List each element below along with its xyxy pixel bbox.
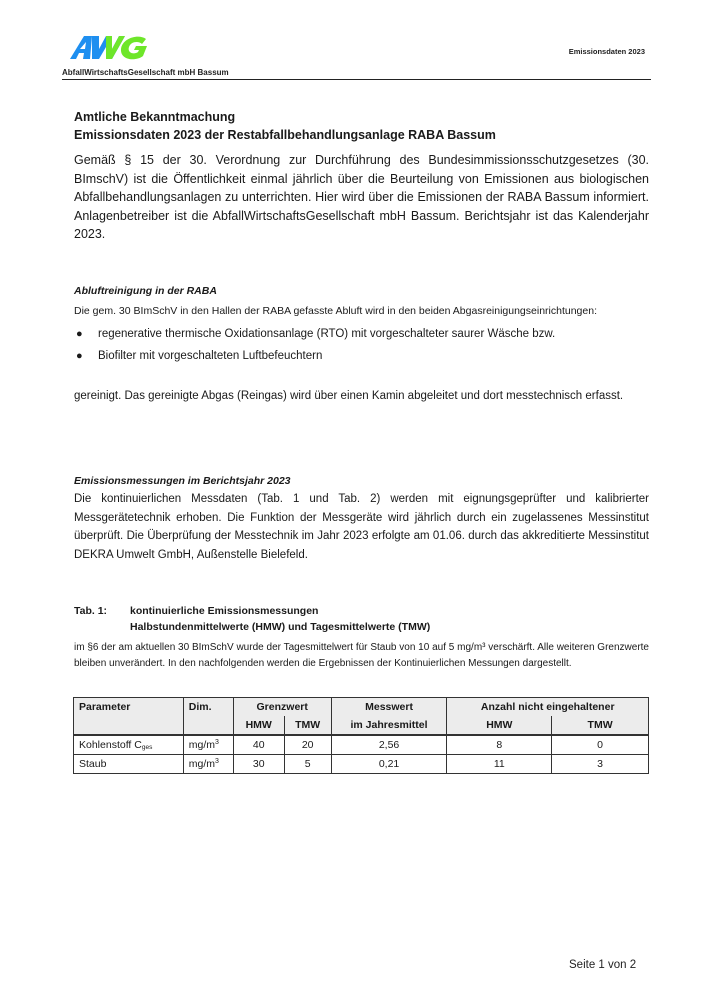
title-block	[74, 108, 649, 144]
document-header-label: Emissionsdaten 2023	[568, 47, 645, 56]
section-title-abluftreinigung: Abluftreinigung in der RABA	[74, 285, 217, 297]
table1-caption	[74, 603, 649, 672]
cell-gw-hmw: 30	[233, 755, 284, 774]
col-header-gw-hmw: HMW	[233, 716, 284, 735]
col-header-messwert: Messwert	[331, 698, 447, 717]
header-divider	[62, 79, 651, 80]
col-header-messwert-sub: im Jahresmittel	[331, 716, 447, 735]
table1-title-line1: kontinuierliche Emissionsmessungen	[130, 605, 319, 617]
cell-gw-hmw: 40	[233, 735, 284, 755]
cell-n-hmw: 8	[447, 735, 552, 755]
awg-logo-icon	[68, 33, 148, 61]
cell-parameter: Kohlenstoff $C_{ges}$	[74, 735, 184, 755]
cell-messwert: 0,21	[331, 755, 447, 774]
cell-n-tmw: 0	[552, 735, 649, 755]
table-row	[74, 735, 649, 755]
company-name: AbfallWirtschaftsGesellschaft mbH Bassum	[62, 68, 229, 77]
col-header-n-tmw: TMW	[552, 716, 649, 735]
treatment-list	[74, 323, 649, 367]
list-item: ● regenerative thermische Oxidationsanlage (RTO) mit vorgeschalteter saurer Wäsche bzw.	[74, 323, 649, 345]
section-abluftreinigung	[74, 283, 649, 406]
cell-n-hmw: 11	[447, 755, 552, 774]
col-header-grenzwert: Grenzwert	[233, 698, 331, 717]
cell-n-tmw: 3	[552, 755, 649, 774]
intro-paragraph: Gemäß § 15 der 30. Verordnung zur Durchführung des Bundesimmissionsschutzgesetzes (30. BImschV) ist die Öffentlichkeit einmal jährlich über die Beurteilung von Emissionen aus biologischen Abfallbehandlungsanlagen zu unterrichten. Hier wird über die Emissionen der RABA Bassum informiert. Anlagenbetreiber ist die AbfallWirtschaftsGesellschaft mbH Bassum. Berichtsjahr ist das Kalenderjahr 2023.	[74, 153, 649, 242]
section-after-text: gereinigt. Das gereinigte Abgas (Reingas) wird über einen Kamin abgeleitet und dort messtechnisch erfasst.	[74, 390, 624, 402]
cell-dim: $mg/m^3$	[183, 735, 233, 755]
awg-logo	[68, 33, 148, 61]
document-title: Emissionsdaten 2023 der Restabfallbehandlungsanlage RABA Bassum	[74, 128, 496, 142]
bullet-icon: ●	[76, 350, 83, 362]
bullet-icon: ●	[76, 328, 83, 340]
col-header-dim: Dim.	[183, 698, 233, 736]
cell-parameter: Staub	[74, 755, 184, 774]
list-item: ● Biofilter mit vorgeschalteten Luftbefeuchtern	[74, 345, 649, 367]
announcement-heading: Amtliche Bekanntmachung	[74, 110, 236, 124]
table1-title-line2: Halbstundenmittelwerte (HMW) und Tagesmittelwerte (TMW)	[130, 621, 431, 633]
table1-label: Tab. 1:	[74, 605, 108, 617]
cell-dim: $mg/m^3$	[183, 755, 233, 774]
cell-gw-tmw: 5	[284, 755, 331, 774]
intro-paragraph-block	[74, 151, 649, 244]
table1-note: im §6 der am aktuellen 30 BImSchV wurde der Tagesmittelwert für Staub von 10 auf 5 mg/m³ verschärft. Alle weiteren Grenzwerte bleiben unverändert. In den nachfolgenden werden die Ergebnissen der Kontinuierlichen Messungen dargestellt.	[74, 642, 649, 669]
section-text-emissionsmessungen: Die kontinuierlichen Messdaten (Tab. 1 und Tab. 2) werden mit eignungsgeprüfter und kalibrierter Messgerätetechnik erhoben. Die Funktion der Messgeräte wird jährlich durch ein zugelassenes Messinstitut überprüft. Die Überprüfung der Messtechnik im Jahr 2023 erfolgte am 01.06. durch das akkreditierte Messinstitut DEKRA Umwelt GmbH, Außenstelle Bielefeld.	[74, 493, 649, 561]
col-header-gw-tmw: TMW	[284, 716, 331, 735]
cell-gw-tmw: 20	[284, 735, 331, 755]
page-number: Seite 1 von 2	[569, 959, 637, 971]
section-text-abluftreinigung: Die gem. 30 BImSchV in den Hallen der RABA gefasste Abluft wird in den beiden Abgasreinigungseinrichtungen:	[74, 305, 597, 317]
col-header-anzahl: Anzahl nicht eingehaltener	[447, 698, 649, 717]
col-header-parameter: Parameter	[74, 698, 184, 736]
section-emissionsmessungen	[74, 473, 649, 564]
emissions-table	[73, 697, 649, 774]
section-title-emissionsmessungen: Emissionsmessungen im Berichtsjahr 2023	[74, 475, 291, 487]
cell-messwert: 2,56	[331, 735, 447, 755]
col-header-n-hmw: HMW	[447, 716, 552, 735]
table-row	[74, 755, 649, 774]
